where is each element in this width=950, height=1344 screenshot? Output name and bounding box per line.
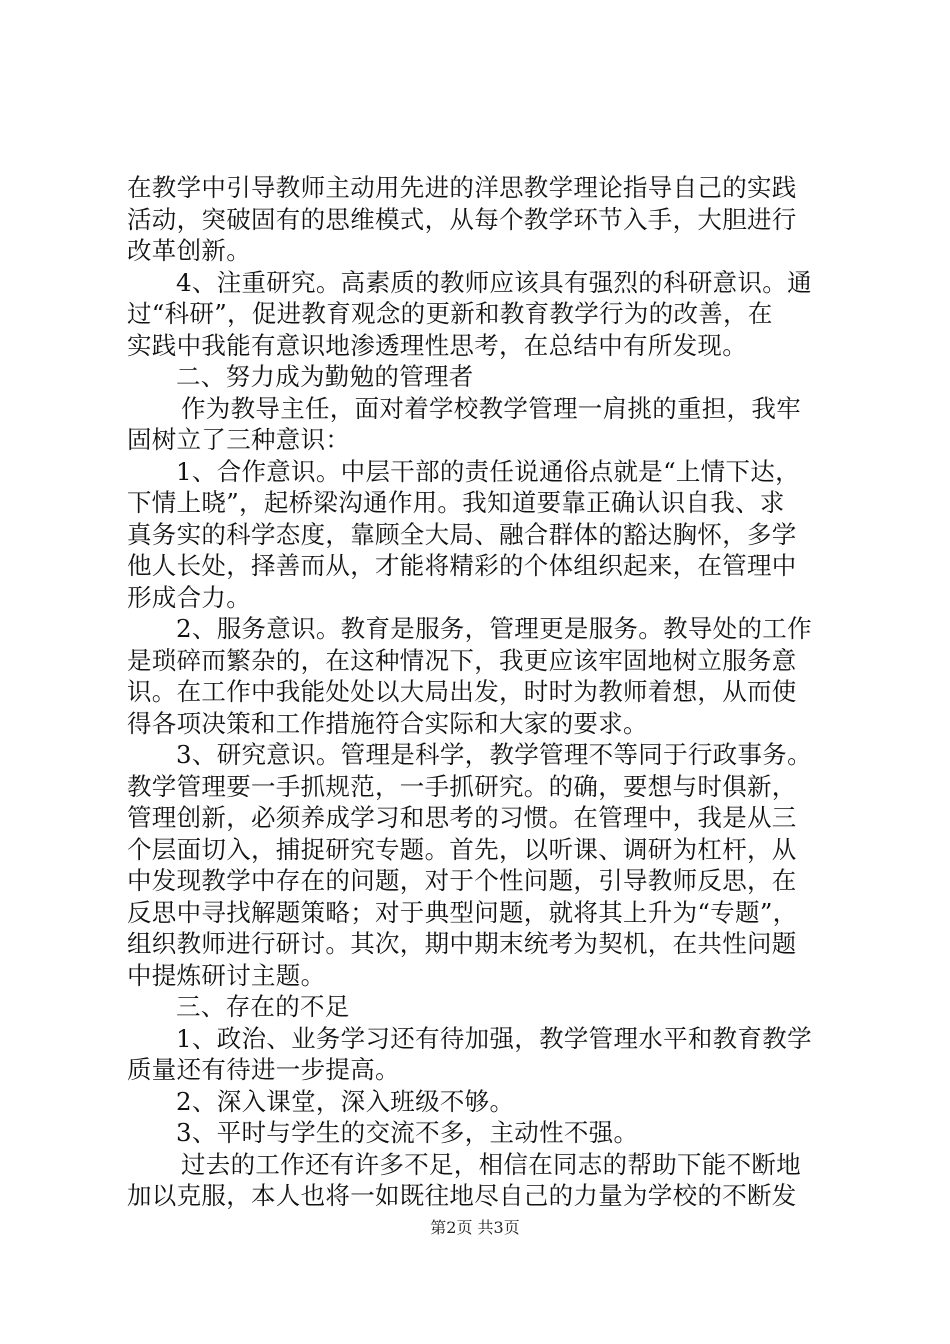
paragraph-line: 3、平时与学生的交流不多，主动性不强。 bbox=[176, 1118, 639, 1147]
text-line: 实践中我能有意识地渗透理性思考，在总结中有所发现。 bbox=[127, 330, 747, 360]
paragraph-line: 作为教导主任，面对着学校教学管理一肩挑的重担，我牢 bbox=[181, 393, 801, 423]
paragraph-line: 2、深入课堂，深入班级不够。 bbox=[176, 1086, 515, 1116]
text-line: 是琐碎而繁杂的，在这种情况下，我更应该牢固地树立服务意 bbox=[127, 645, 797, 675]
text-line: 在教学中引导教师主动用先进的洋思教学理论指导自己的实践 bbox=[127, 173, 797, 202]
text-line: 组织教师进行研讨。其次，期中期末统考为契机，在共性问题 bbox=[127, 929, 797, 958]
paragraph-line: 过去的工作还有许多不足，相信在同志的帮助下能不断地 bbox=[181, 1149, 801, 1179]
text-line: 固树立了三种意识： bbox=[127, 425, 351, 454]
paragraph-line: 4、注重研究。高素质的教师应该具有强烈的科研意识。通 bbox=[176, 267, 812, 297]
paragraph-line: 2、服务意识。教育是服务，管理更是服务。教导处的工作 bbox=[176, 614, 812, 643]
text-line: 管理创新，必须养成学习和思考的习惯。在管理中，我是从三 bbox=[127, 803, 797, 832]
text-line: 下情上晓”，起桥梁沟通作用。我知道要靠正确认识自我、求 bbox=[127, 488, 785, 517]
text-line: 改革创新。 bbox=[127, 236, 251, 265]
text-line: 得各项决策和工作措施符合实际和大家的要求。 bbox=[127, 708, 648, 738]
text-line: 识。在工作中我能处处以大局出发，时时为教师着想，从而使 bbox=[127, 677, 797, 706]
text-line: 过“科研”，促进教育观念的更新和教育教学行为的改善，在 bbox=[127, 299, 773, 328]
text-line: 他人长处，择善而从，才能将精彩的个体组织起来，在管理中 bbox=[127, 551, 797, 580]
document-body bbox=[127, 172, 833, 1212]
paragraph-line: 1、政治、业务学习还有待加强，教学管理水平和教育教学 bbox=[176, 1023, 812, 1053]
section-heading: 二、努力成为勤勉的管理者 bbox=[176, 362, 474, 391]
text-line: 质量还有待进一步提高。 bbox=[127, 1055, 400, 1084]
text-line: 形成合力。 bbox=[127, 582, 251, 612]
text-line: 反思中寻找解题策略；对于典型问题，就将其上升为“专题”， bbox=[127, 897, 798, 927]
text-line: 中提炼研讨主题。 bbox=[127, 960, 326, 990]
page-number: 第2页 共3页 bbox=[430, 1218, 520, 1237]
text-line: 活动，突破固有的思维模式，从每个教学环节入手，大胆进行 bbox=[127, 204, 797, 234]
text-line: 真务实的科学态度，靠顾全大局、融合群体的豁达胸怀，多学 bbox=[127, 519, 797, 549]
text-line: 个层面切入，捕捉研究专题。首先，以听课、调研为杠杆，从 bbox=[127, 834, 797, 864]
paragraph-line: 1、合作意识。中层干部的责任说通俗点就是“上情下达， bbox=[176, 456, 800, 486]
text-line: 中发现教学中存在的问题，对于个性问题，引导教师反思，在 bbox=[127, 866, 797, 895]
paragraph-line: 3、研究意识。管理是科学，教学管理不等同于行政事务。 bbox=[176, 740, 812, 769]
text-line: 教学管理要一手抓规范，一手抓研究。的确，要想与时俱新， bbox=[127, 771, 797, 801]
section-heading: 三、存在的不足 bbox=[176, 992, 350, 1021]
text-line: 加以克服，本人也将一如既往地尽自己的力量为学校的不断发 bbox=[127, 1181, 797, 1210]
